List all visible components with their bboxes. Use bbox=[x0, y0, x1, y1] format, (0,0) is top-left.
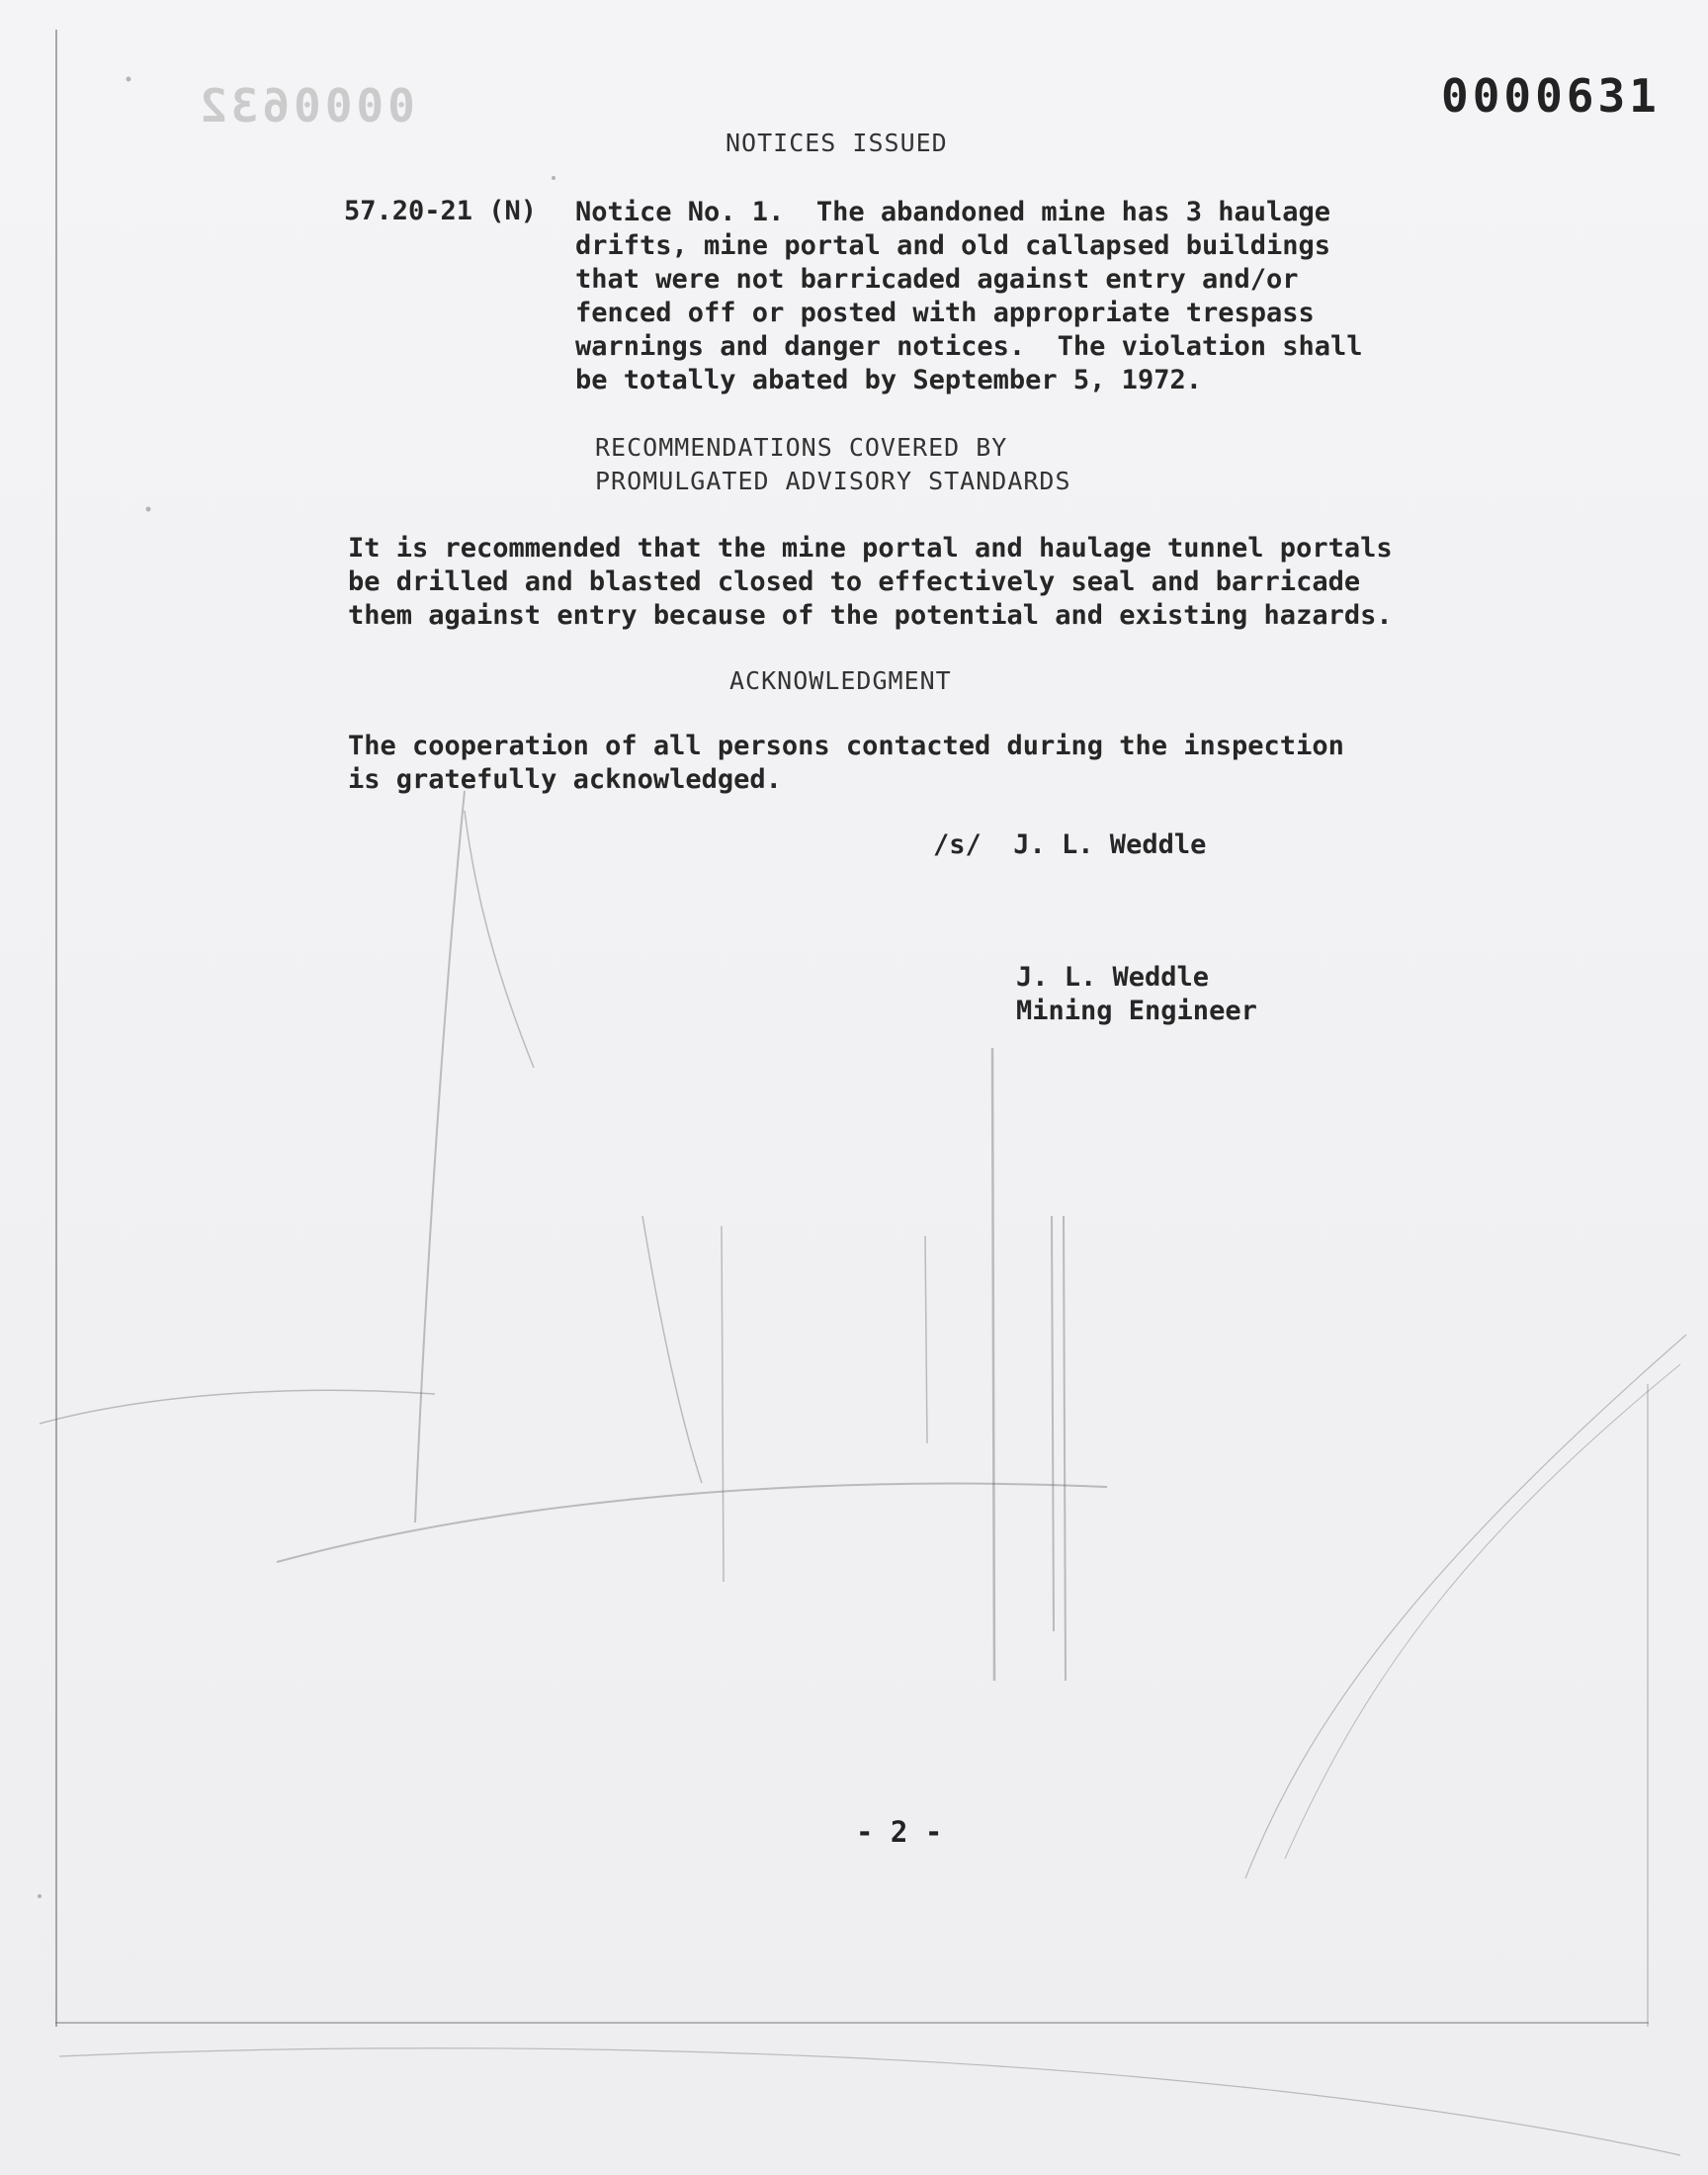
page-border-left bbox=[55, 30, 57, 2027]
signer-name: J. L. Weddle bbox=[1016, 962, 1210, 993]
notices-heading: NOTICES ISSUED bbox=[726, 129, 948, 157]
bleed-through-document-number: 0000632 bbox=[196, 79, 415, 132]
page-number: - 2 - bbox=[856, 1815, 943, 1849]
notice-line: warnings and danger notices. The violation shall bbox=[575, 331, 1363, 362]
signer-title: Mining Engineer bbox=[1016, 996, 1257, 1026]
signed-line: /s/ J. L. Weddle bbox=[933, 829, 1207, 860]
acknowledgment-line: The cooperation of all persons contacted during the inspection bbox=[348, 731, 1344, 761]
notice-line: be totally abated by September 5, 1972. bbox=[575, 365, 1202, 395]
notice-line: that were not barricaded against entry and/or bbox=[575, 264, 1299, 295]
recommendation-line: It is recommended that the mine portal and haulage tunnel portals bbox=[348, 533, 1393, 564]
recommendations-heading-line1: RECOMMENDATIONS COVERED BY bbox=[595, 433, 1008, 462]
notice-line: drifts, mine portal and old callapsed buildings bbox=[575, 230, 1331, 261]
notice-line: Notice No. 1. The abandoned mine has 3 haulage bbox=[575, 197, 1331, 227]
recommendation-line: be drilled and blasted closed to effectively seal and barricade bbox=[348, 566, 1361, 597]
recommendations-heading-line2: PROMULGATED ADVISORY STANDARDS bbox=[595, 467, 1071, 495]
notice-line: fenced off or posted with appropriate trespass bbox=[575, 298, 1315, 328]
recommendation-line: them against entry because of the potential and existing hazards. bbox=[348, 600, 1393, 631]
acknowledgment-line: is gratefully acknowledged. bbox=[348, 764, 782, 795]
page-border-right bbox=[1647, 1384, 1649, 2027]
notice-reference: 57.20-21 (N) bbox=[344, 196, 538, 226]
page-border-bottom bbox=[55, 2022, 1649, 2024]
acknowledgment-heading: ACKNOWLEDGMENT bbox=[729, 666, 952, 695]
document-number: 0000631 bbox=[1441, 69, 1661, 123]
